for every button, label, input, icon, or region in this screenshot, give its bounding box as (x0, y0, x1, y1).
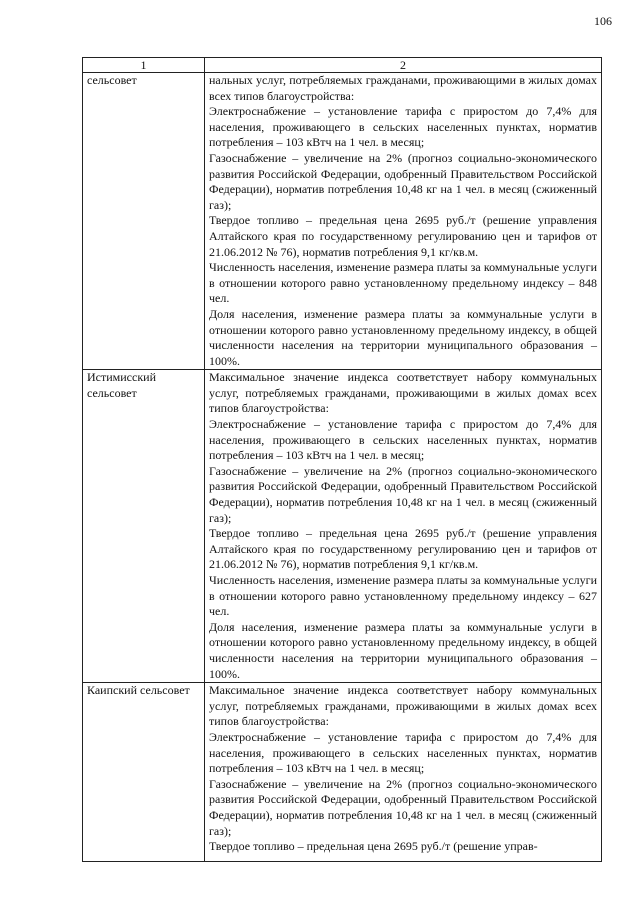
table-row (83, 73, 602, 370)
paragraph: Численность населения, изменение размера платы за коммунальные услуги в отношении которого равно установленному предельному индексу – 627 чел. (209, 573, 597, 619)
row-description (205, 683, 602, 862)
paragraph: нальных услуг, потребляемых гражданами, проживающими в жилых домах всех типов благоустройства: (209, 73, 597, 103)
column-header-2: 2 (205, 58, 602, 73)
paragraph: Численность населения, изменение размера платы за коммунальные услуги в отношении которого равно установленному предельному индексу – 848 чел. (209, 260, 597, 306)
table-row (83, 370, 602, 683)
municipality-name: Истимисский сельсовет (83, 370, 205, 683)
paragraph: Твердое топливо – предельная цена 2695 руб./т (решение управления Алтайского края по государственному регулированию цен и тарифов от 21.06.2012 № 76), норматив потребления 9,1 кг/кв.м. (209, 526, 597, 572)
indices-table (82, 57, 602, 862)
table-header-row (83, 58, 602, 73)
paragraph: Электроснабжение – установление тарифа с приростом до 7,4% для населения, проживающего в сельских населенных пунктах, норматив потребления – 103 кВтч на 1 чел. в месяц; (209, 417, 597, 463)
table-row (83, 683, 602, 862)
row-description (205, 73, 602, 370)
paragraph: Максимальное значение индекса соответствует набору коммунальных услуг, потребляемых гражданами, проживающими в жилых домах всех типов благоустройства: (209, 683, 597, 729)
municipality-name: сельсовет (83, 73, 205, 370)
paragraph: Газоснабжение – увеличение на 2% (прогноз социально-экономического развития Российской Федерации, одобренный Правительством Российской Федерации), норматив потребления 10,48 кг на 1 чел. в месяц (сжиженный газ); (209, 776, 597, 838)
paragraph: Максимальное значение индекса соответствует набору коммунальных услуг, потребляемых гражданами, проживающими в жилых домах всех типов благоустройства: (209, 370, 597, 416)
paragraph: Твердое топливо – предельная цена 2695 руб./т (решение управ- (209, 839, 538, 854)
paragraph: Газоснабжение – увеличение на 2% (прогноз социально-экономического развития Российской Федерации, одобренный Правительством Российской Федерации), норматив потребления 10,48 кг на 1 чел. в месяц (сжиженный газ); (209, 463, 597, 525)
row-description (205, 370, 602, 683)
municipality-name: Каипский сельсовет (83, 683, 205, 862)
paragraph: Доля населения, изменение размера платы за коммунальные услуги в отношении которого равно установленному предельному индексу, в общей численности населения на территории муниципального образования – 100%. (209, 306, 597, 368)
column-header-1: 1 (83, 58, 205, 73)
paragraph: Доля населения, изменение размера платы за коммунальные услуги в отношении которого равно установленному предельному индексу, в общей численности населения на территории муниципального образования – 100%. (209, 619, 597, 681)
paragraph: Газоснабжение – увеличение на 2% (прогноз социально-экономического развития Российской Федерации, одобренный Правительством Российской Федерации), норматив потребления 10,48 кг на 1 чел. в месяц (сжиженный газ); (209, 150, 597, 212)
paragraph: Электроснабжение – установление тарифа с приростом до 7,4% для населения, проживающего в сельских населенных пунктах, норматив потребления – 103 кВтч на 1 чел. в месяц; (209, 104, 597, 150)
paragraph: Электроснабжение – установление тарифа с приростом до 7,4% для населения, проживающего в сельских населенных пунктах, норматив потребления – 103 кВтч на 1 чел. в месяц; (209, 729, 597, 776)
page-number: 106 (594, 14, 612, 28)
paragraph: Твердое топливо – предельная цена 2695 руб./т (решение управления Алтайского края по государственному регулированию цен и тарифов от 21.06.2012 № 76), норматив потребления 9,1 кг/кв.м. (209, 213, 597, 259)
